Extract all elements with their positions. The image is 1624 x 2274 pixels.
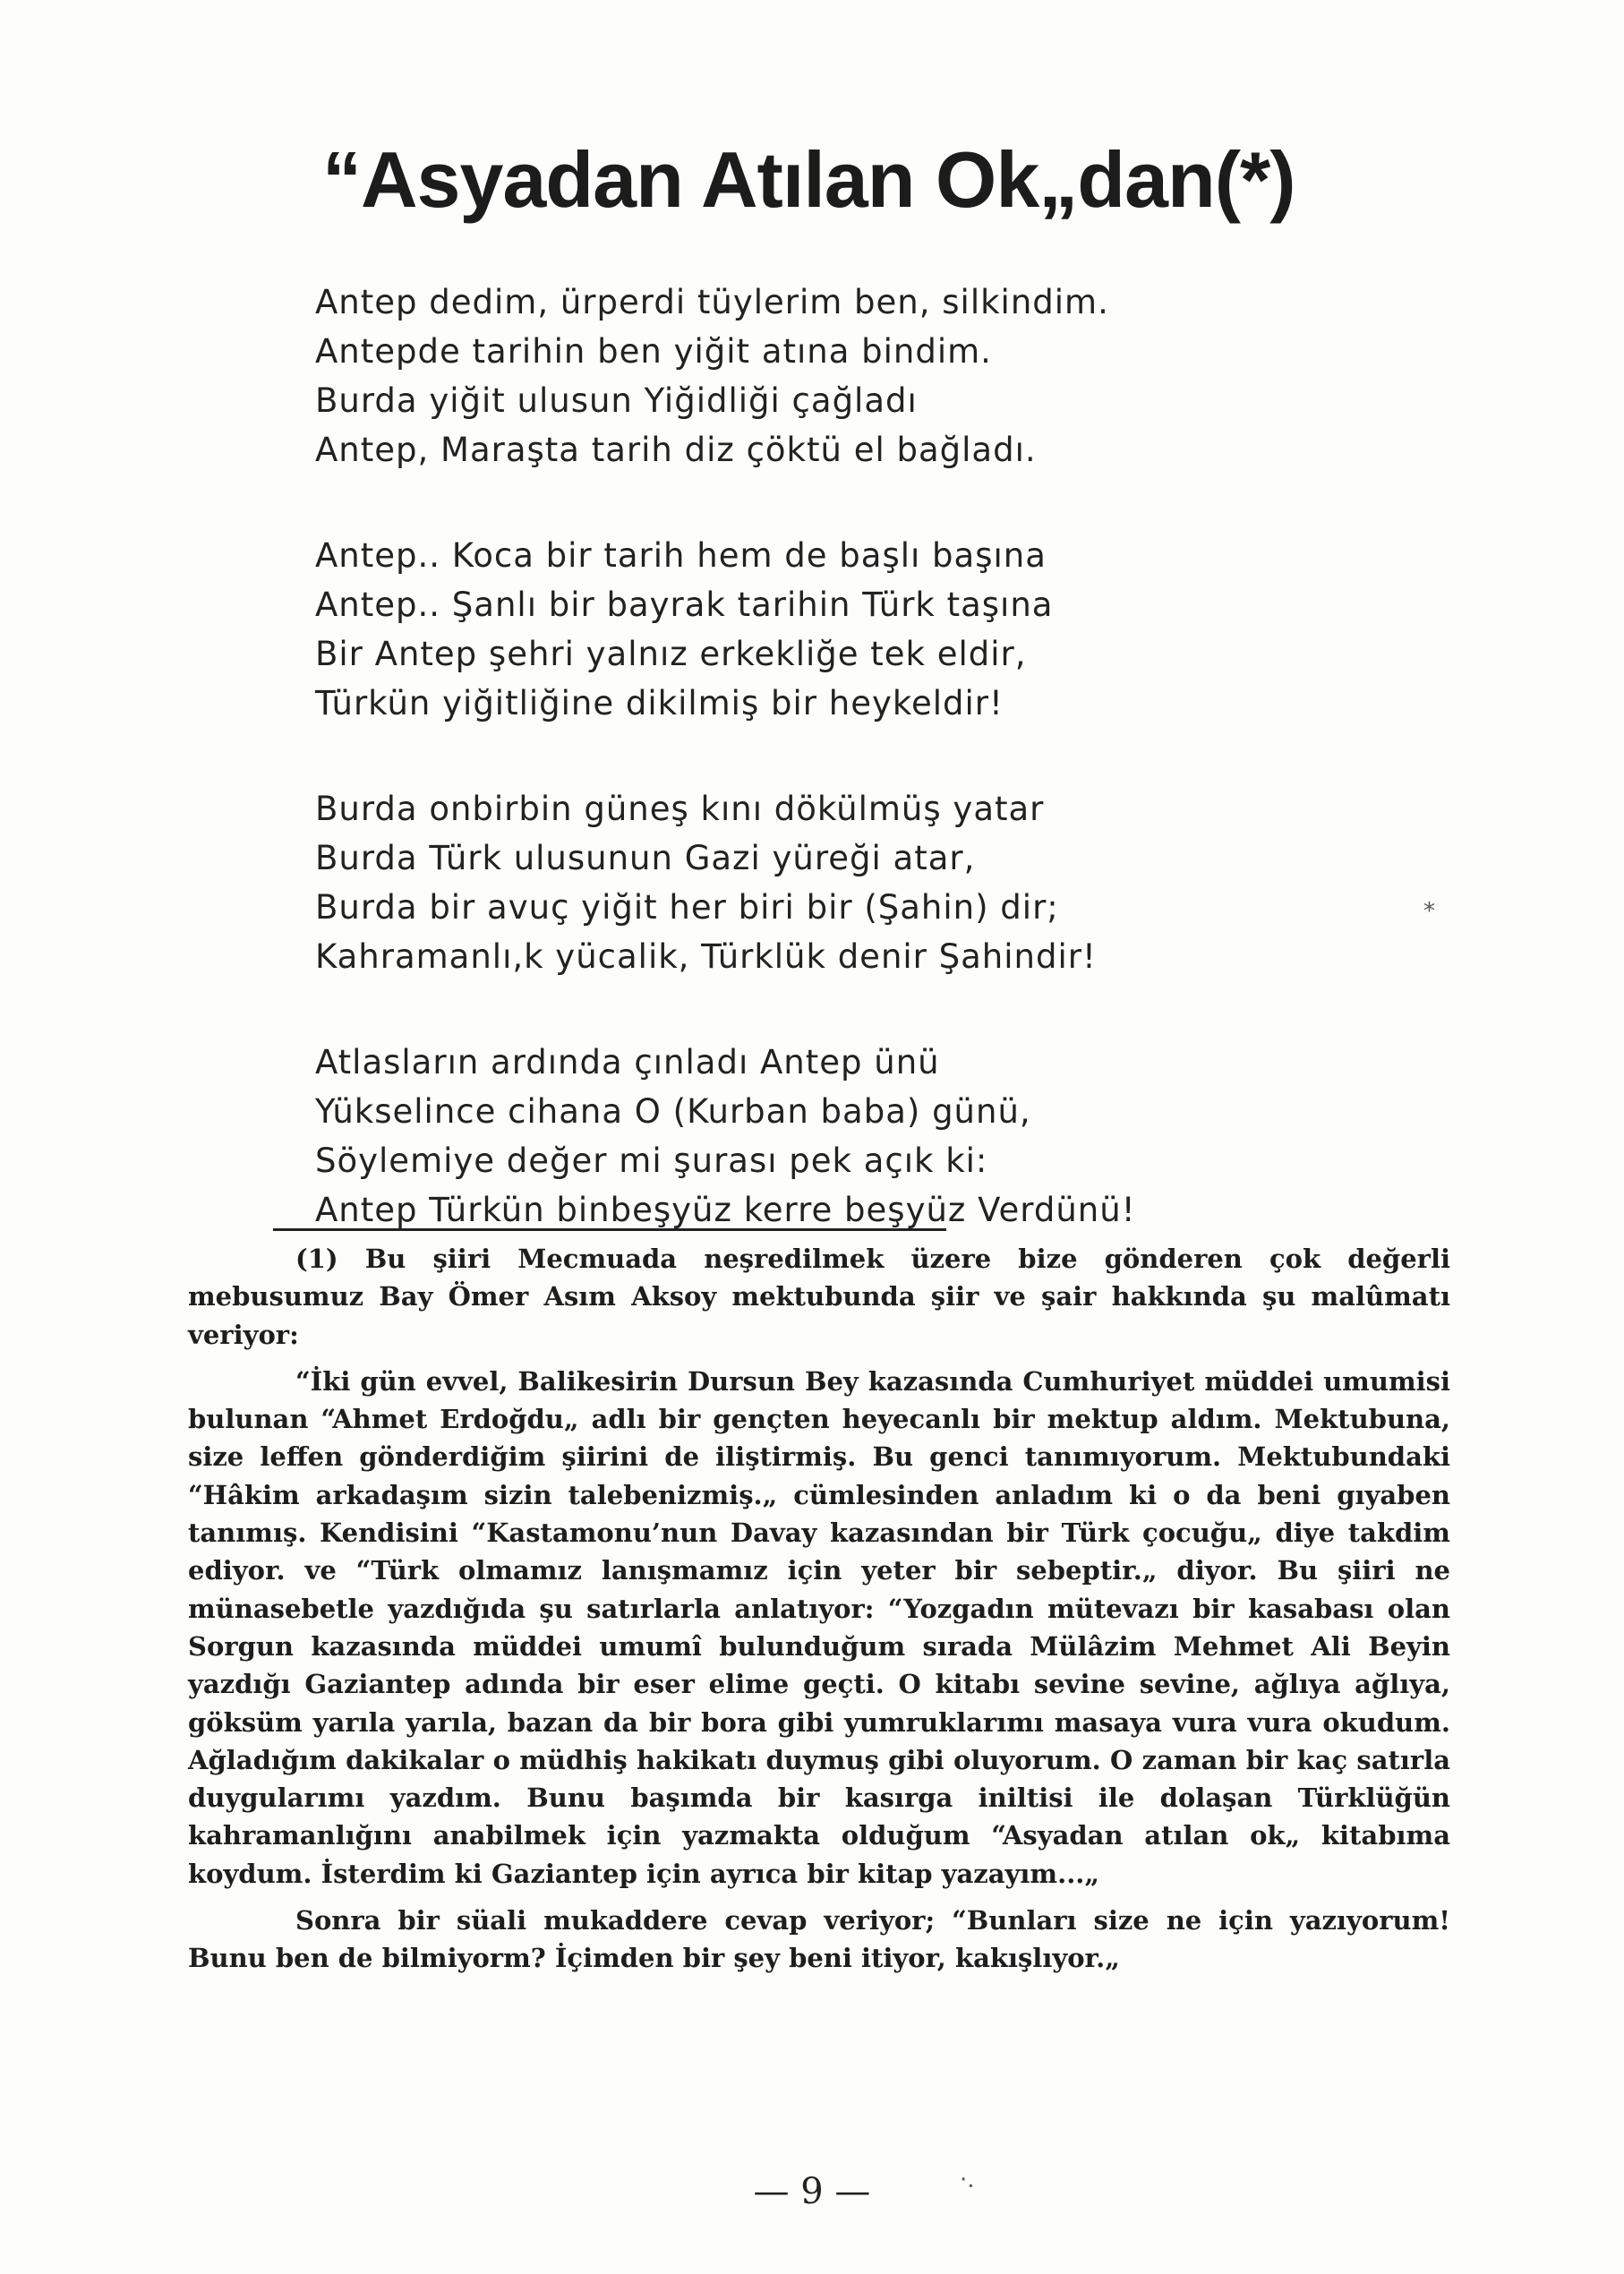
poem-title: “Asyadan Atılan Ok„dan(*) (322, 135, 1295, 224)
poem-line: Kahramanlı,k yücalik, Türklük denir Şahindir! (315, 937, 1097, 976)
page-number: — 9 — (753, 2171, 871, 2212)
footnote-paragraph: “İki gün evvel, Balikesirin Dursun Bey kazasında Cumhuriyet müddei umumisi bulunan “Ahmet Erdoğdu„ adlı bir gençten heyecanlı bir mektup aldım. Mektubuna, size leffen gönderdiğim şiirini de iliştirmiş. Bu genci tanımıyorum. Mektubundaki “Hâkim arkadaşım sizin talebenizmiş.„ cümlesinden anladım ki o da beni gıyaben tanımış. Kendisini “Kastamonu’nun Davay kazasından bir Türk çocuğu„ diye takdim ediyor. ve “Türk olmamız lanışmamız için yeter bir sebeptir.„ diyor. Bu şiiri ne münasebetle yazdığıda şu satırlarla anlatıyor: “Yozgadın mütevazı bir kasabası olan Sorgun kazasında müddei umumî bulunduğum sırada Mülâzim Mehmet Ali Beyin yazdığı Gaziantep adında bir eser elime geçti. O kitabı sevine sevine, ağlıya ağlıya, göksüm yarıla yarıla, bazan da bir bora gibi yumruklarımı masaya vura vura okudum. Ağladığım dakikalar o müdhiş hakikatı duymuş gibi oluyorum. O zaman bir kaç satırla duygularımı yazdım. Bunu başımda bir kasırga iniltisi ile dolaşan Türklüğün kahramanlığını anabilmek için yazmakta olduğum “Asyadan atılan ok„ kitabıma koydum. İsterdim ki Gaziantep için ayrıca bir kitap yazayım...„ (188, 1365, 1450, 1889)
poem-line: Burda Türk ulusunun Gazi yüreği atar, (315, 839, 976, 877)
footnote (188, 1240, 1450, 1978)
poem-line: Bir Antep şehri yalnız erkekliğe tek eldir, (315, 635, 1027, 673)
poem-line: Türkün yiğitliğine dikilmiş bir heykeldir! (315, 684, 1004, 722)
stray-mark-icon: ⁎ (1423, 891, 1435, 918)
stanza (315, 531, 1389, 728)
poem-line: Burda onbirbin güneş kını dökülmüş yatar (315, 790, 1045, 828)
poem-line: Burda yiğit ulusun Yiğidliği çağladı (315, 381, 918, 420)
poem-line: Söylemiye değer mi şurası pek açık ki: (315, 1141, 988, 1180)
poem-line: Antep Türkün binbeşyüz kerre beşyüz Verdünü! (315, 1191, 1136, 1229)
poem-line: Burda bir avuç yiğit her biri bir (Şahin) dir; (315, 888, 1059, 927)
stanza (315, 1038, 1389, 1235)
footnote-divider (273, 1228, 946, 1231)
poem-line: Antepde tarihin ben yiğit atına bindim. (315, 332, 992, 371)
poem-line: Yükselince cihana O (Kurban baba) günü, (315, 1092, 1031, 1131)
footnote-paragraph: (1) Bu şiiri Mecmuada neşredilmek üzere bize gönderen çok değerli mebusumuz Bay Ömer Asım Aksoy mektubunda şiir ve şair hakkında şu malûmatı veriyor: (188, 1244, 1450, 1350)
poem-line: Antep.. Şanlı bir bayrak tarihin Türk taşına (315, 586, 1054, 624)
poem-line: Antep, Maraşta tarih diz çöktü el bağladı. (315, 431, 1037, 469)
poem-line: Antep dedim, ürperdi tüylerim ben, silkindim. (315, 283, 1109, 321)
poem-body (315, 278, 1389, 1291)
stanza (315, 784, 1389, 981)
stanza (315, 278, 1389, 474)
footnote-paragraph: Sonra bir süali mukaddere cevap veriyor; “Bunları size ne için yazıyorum! Bunu ben de bilmiyorm? İçimden bir şey beni itiyor, kakışlıyor.„ (188, 1905, 1450, 1974)
stray-dots-icon: ·. (960, 2167, 975, 2193)
poem-line: Atlasların ardında çınladı Antep ünü (315, 1043, 940, 1081)
poem-line: Antep.. Koca bir tarih hem de başlı başına (315, 536, 1047, 575)
